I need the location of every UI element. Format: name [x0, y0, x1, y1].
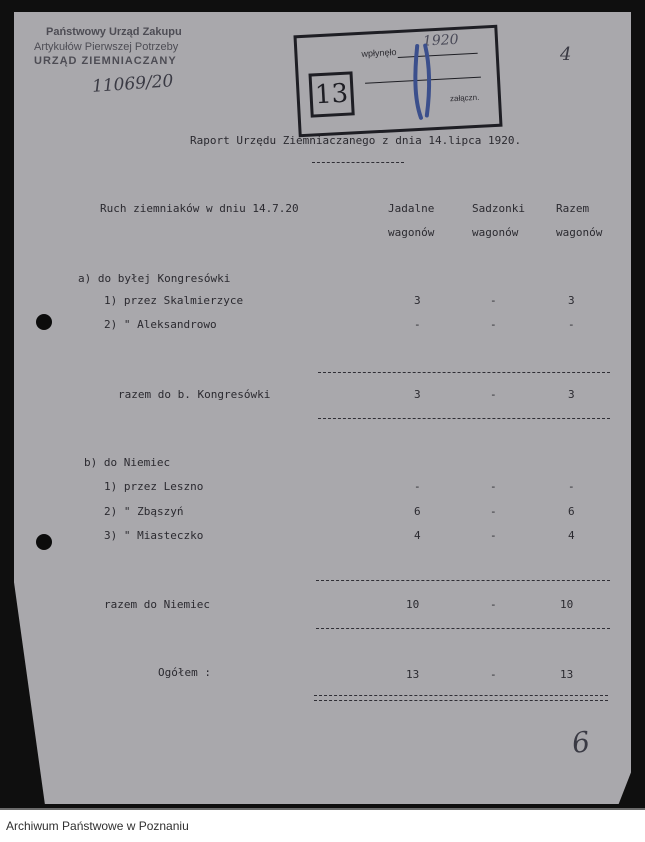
punch-hole-icon: [36, 534, 52, 550]
subtotal-b-label: razem do Niemiec: [104, 598, 210, 611]
handwritten-stamp-value: 1920: [422, 31, 459, 50]
row-label: 2) " Aleksandrowo: [104, 318, 217, 331]
col-razem-header: Razem: [556, 202, 590, 215]
archive-footer: [0, 808, 645, 842]
row-value-razem: 3: [568, 294, 575, 307]
subtotal-b-rule-bottom: [316, 628, 610, 629]
row-label: 1) przez Skalmierzyce: [104, 294, 244, 307]
subtotal-a-sadzonki: -: [490, 388, 497, 401]
row-value-sadzonki: -: [490, 529, 497, 542]
registry-word-bottom: załączn.: [449, 92, 480, 104]
row-value-sadzonki: -: [490, 318, 497, 331]
subtotal-a-rule-bottom: [318, 418, 610, 419]
registry-word-top: wpłynęło: [361, 47, 397, 59]
col-jadalne-header: Jadalne: [388, 202, 435, 215]
subtotal-b-sadzonki: -: [490, 598, 497, 611]
subtotal-b-jadalne: 10: [406, 598, 420, 611]
table-header-label: Ruch ziemniaków w dniu 14.7.20: [100, 202, 299, 215]
total-double-rule: [314, 695, 608, 701]
col-sadzonki-header: Sadzonki: [472, 202, 525, 215]
archive-name: Archiwum Państwowe w Poznaniu: [6, 819, 189, 833]
col-sadzonki-unit: wagonów: [472, 226, 519, 239]
total-razem: 13: [560, 668, 574, 681]
row-value-sadzonki: -: [490, 480, 497, 493]
stamp-line-1: Państwowy Urząd Zakupu: [46, 26, 182, 38]
row-label: 3) " Miasteczko: [104, 529, 204, 542]
row-label: 2) " Zbąszyń: [104, 505, 184, 518]
row-value-jadalne: 3: [414, 294, 421, 307]
row-value-jadalne: -: [414, 318, 421, 331]
stamp-line-2: Artykułów Pierwszej Potrzeby: [34, 41, 179, 53]
blue-pencil-mark-icon: [403, 41, 447, 123]
subtotal-b-razem: 10: [560, 598, 574, 611]
stamp-line-3: URZĄD ZIEMNIACZANY: [34, 55, 177, 67]
report-title: Raport Urzędu Ziemniaczanego z dnia 14.lipca 1920.: [190, 134, 522, 147]
row-value-razem: -: [568, 318, 575, 331]
handwritten-bottom-mark: 6: [569, 724, 593, 761]
row-value-razem: -: [568, 480, 575, 493]
subtotal-b-rule-top: [316, 580, 610, 581]
row-value-jadalne: 4: [414, 529, 421, 542]
registry-number: 13: [308, 71, 354, 117]
handwritten-ref-number: 11069/20: [91, 71, 175, 97]
title-underline: [312, 162, 404, 163]
row-value-razem: 6: [568, 505, 575, 518]
row-value-razem: 4: [568, 529, 575, 542]
row-label: 1) przez Leszno: [104, 480, 204, 493]
total-label: Ogółem :: [158, 666, 211, 679]
subtotal-a-label: razem do b. Kongresówki: [118, 388, 271, 401]
subtotal-a-jadalne: 3: [414, 388, 421, 401]
handwritten-page-number: 4: [560, 44, 572, 65]
row-value-sadzonki: -: [490, 505, 497, 518]
row-value-jadalne: -: [414, 480, 421, 493]
row-value-sadzonki: -: [490, 294, 497, 307]
total-sadzonki: -: [490, 668, 497, 681]
section-b-title: b) do Niemiec: [84, 456, 171, 469]
registry-stamp: [293, 25, 502, 138]
subtotal-a-rule-top: [318, 372, 610, 373]
total-jadalne: 13: [406, 668, 420, 681]
section-a-title: a) do byłej Kongresówki: [78, 272, 231, 285]
col-razem-unit: wagonów: [556, 226, 603, 239]
subtotal-a-razem: 3: [568, 388, 575, 401]
col-jadalne-unit: wagonów: [388, 226, 435, 239]
punch-hole-icon: [36, 314, 52, 330]
row-value-jadalne: 6: [414, 505, 421, 518]
